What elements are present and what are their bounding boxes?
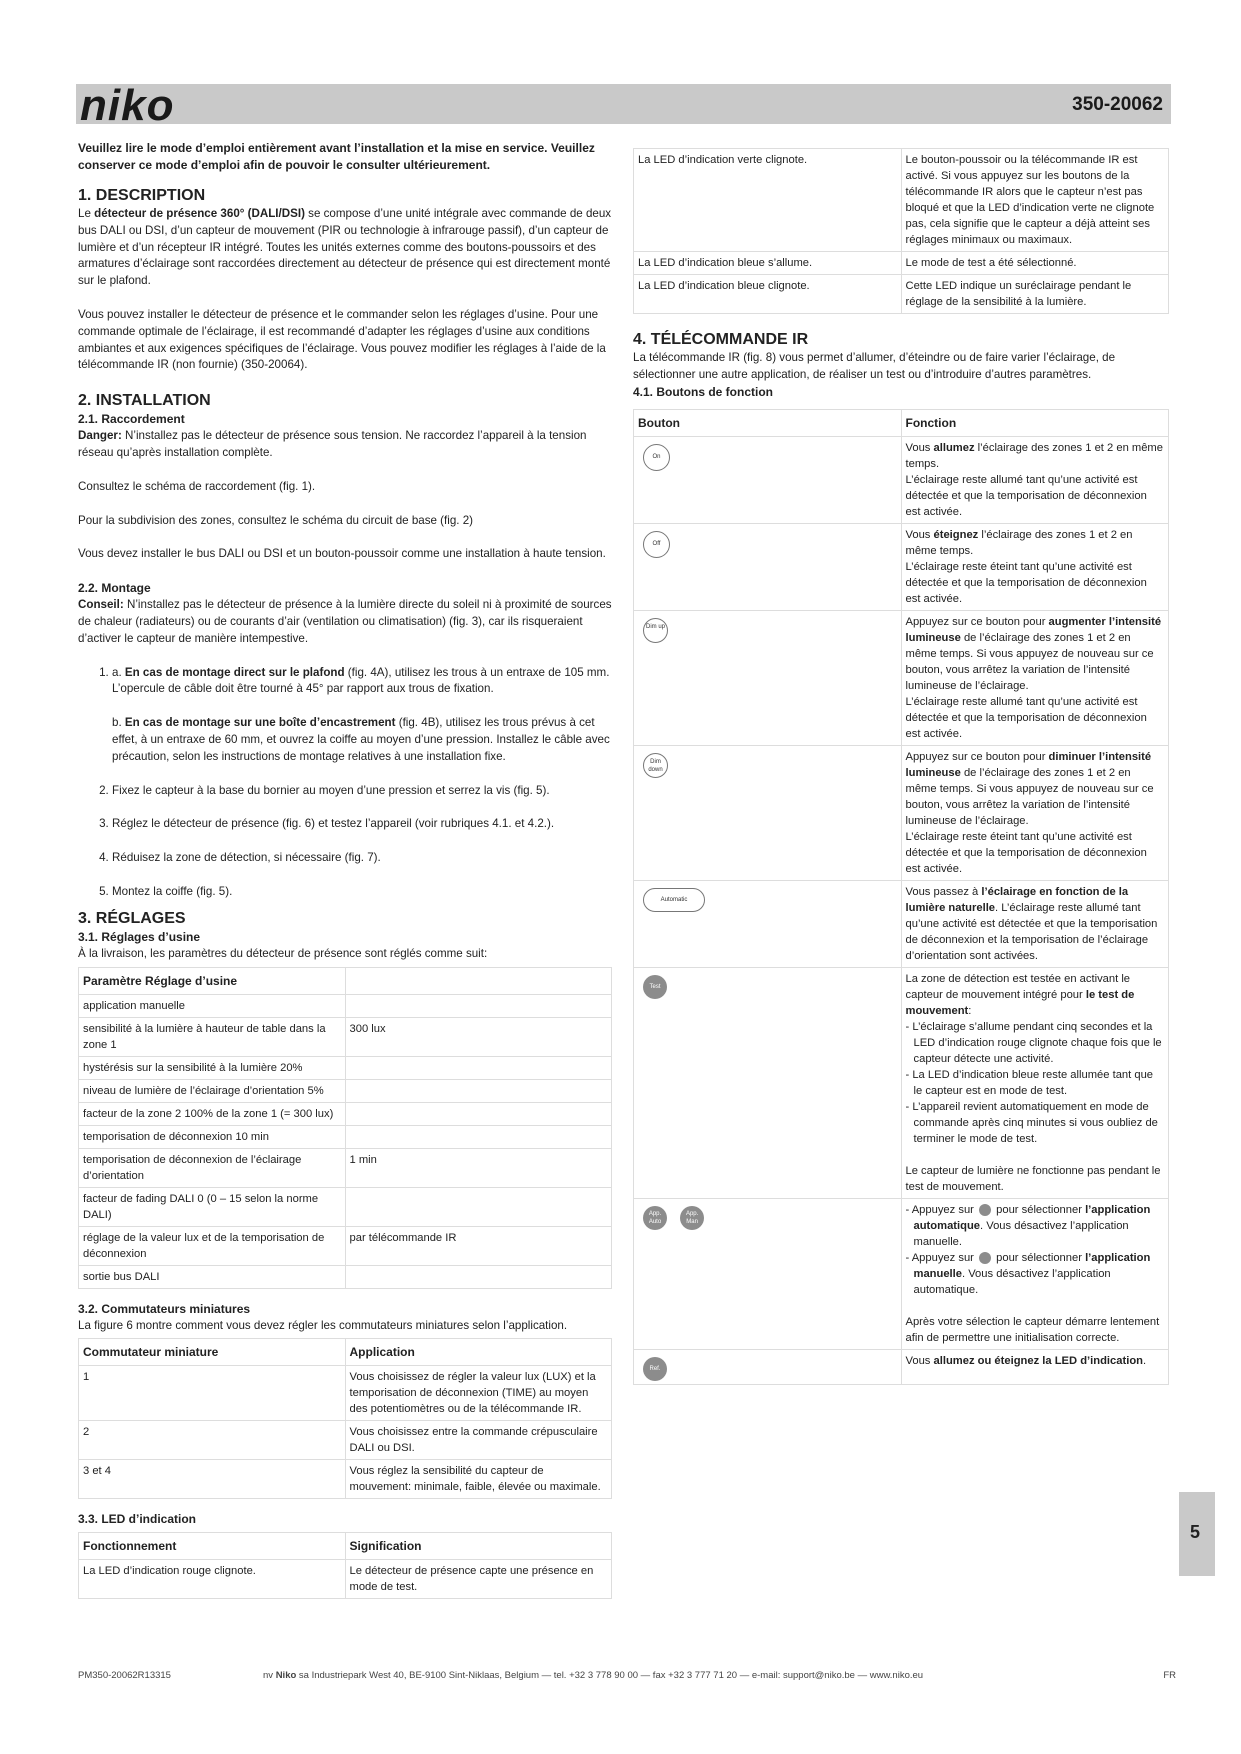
table-cell	[345, 1102, 612, 1125]
table-cell: sensibilité à la lumière à hauteur de table dans la zone 1	[79, 1017, 346, 1056]
table-cell: temporisation de déconnexion de l’éclairage d’orientation	[79, 1148, 346, 1187]
dim-up-button-icon: Dim up	[643, 618, 668, 643]
subsection-commutateurs: 3.2. Commutateurs miniatures	[78, 1301, 251, 1316]
table-row: Ref. Vous allumez ou éteignez la LED d’indication.	[634, 1349, 1169, 1384]
step-3: 3. Réglez le détecteur de présence (fig. 6) et testez l’appareil (voir rubriques 4.1. et 4.2.).	[112, 816, 612, 833]
led-header-1: Fonctionnement	[79, 1533, 346, 1560]
test-button-icon: Test	[643, 975, 667, 999]
step-1	[112, 665, 612, 699]
table-cell	[345, 1056, 612, 1079]
subsection-boutons: 4.1. Boutons de fonction	[633, 384, 773, 399]
buttons-header-1: Bouton	[634, 409, 902, 436]
subsection-montage: 2.2. Montage	[78, 581, 151, 596]
table-row	[634, 149, 1169, 252]
table-cell: 1 min	[345, 1148, 612, 1187]
table-cell: Vous réglez la sensibilité du capteur de mouvement: minimale, faible, élevée ou maximale.	[345, 1460, 612, 1499]
conseil-note: Conseil: N’installez pas le détecteur de présence à la lumière directe du soleil ni à proximité de sources de chaleur (radiateurs) ou de courants d’air (ventilation ou climatisation) (fig. 3), car ils risqueraient d’activer le capteur de manière intempestive.	[78, 598, 612, 645]
commutateurs-intro: La figure 6 montre comment vous devez régler les commutateurs miniatures selon l’application.	[78, 1318, 568, 1332]
niko-logo: niko	[80, 81, 175, 130]
ref-button-icon: Ref.	[643, 1357, 667, 1381]
table-cell: niveau de lumière de l’éclairage d’orientation 5%	[79, 1079, 346, 1102]
on-button-icon: On	[643, 444, 670, 471]
table-cell: Vous choisissez de régler la valeur lux (LUX) et la temporisation de déconnexion (TIME) au moyen des potentiomètres ou de la télécommande IR.	[345, 1366, 612, 1421]
table-row: On Vous allumez l’éclairage des zones 1 et 2 en même temps. L’éclairage reste allumé tant qu’une activité est détectée et que la temporisation de déconnexion est activée.	[634, 436, 1169, 523]
factory-header: Paramètre Réglage d’usine	[79, 967, 346, 994]
app-steps: - Appuyez sur pour sélectionner l’application automatique. Vous désactivez l’application manuelle. - Appuyez sur pour sélectionner l’application manuelle. Vous désactivez l’application automatique.	[905, 1203, 1151, 1296]
mounting-steps-continued	[78, 783, 612, 901]
section-telecommande-title: 4. TÉLÉCOMMANDE IR	[633, 331, 809, 348]
document-number: 350-20062	[1072, 94, 1163, 115]
table-cell: réglage de la valeur lux et de la temporisation de déconnexion	[79, 1226, 346, 1265]
bus-paragraph: Vous devez installer le bus DALI ou DSI et un bouton-poussoir comme une installation à haute tension.	[78, 547, 606, 561]
table-row	[79, 1265, 612, 1288]
footer-address: nv Niko sa Industriepark West 40, BE-9100 Sint-Niklaas, Belgium — tel. +32 3 778 90 00 — fax +32 3 777 71 20 — e-mail: support@niko.be — www.niko.eu	[263, 1670, 924, 1681]
app-man-button-icon: App. Man	[680, 1206, 704, 1230]
table-cell: temporisation de déconnexion 10 min	[79, 1125, 346, 1148]
automatic-button-icon: Automatic	[643, 888, 705, 912]
table-cell: 300 lux	[345, 1017, 612, 1056]
buttons-header-2: Fonction	[901, 409, 1169, 436]
table-cell: 3 et 4	[79, 1460, 346, 1499]
reglages-intro: À la livraison, les paramètres du détecteur de présence sont réglés comme suit:	[78, 946, 488, 960]
table-cell: facteur de la zone 2 100% de la zone 1 (= 300 lux)	[79, 1102, 346, 1125]
table-row	[79, 1056, 612, 1079]
table-cell: par télécommande IR	[345, 1226, 612, 1265]
table-cell: Le détecteur de présence capte une présence en mode de test.	[345, 1560, 612, 1599]
header-bar	[76, 81, 1171, 130]
description-paragraph-2: Vous pouvez installer le détecteur de présence et le commander selon les réglages d’usine. Pour une commande optimale de l’éclairage, il est recommandé d’adapter les réglages d’usine aux conditions ambiantes et aux exigences spécifiques de l’éclairage. Vous pouvez modifier les réglages à l’aide de la télécommande IR (non fournie) (350-20064).	[78, 307, 606, 372]
led-table-continued	[633, 148, 1169, 314]
table-row	[79, 1226, 612, 1265]
switch-header-2: Application	[345, 1339, 612, 1366]
table-row	[79, 1079, 612, 1102]
step-1a: 1. a. En cas de montage direct sur le plafond (fig. 4A), utilisez les trous à un entraxe de 105 mm. L’opercule de câble doit être tourné à 45° par rapport aux trous de fixation.	[112, 665, 610, 696]
page-number-tab	[1179, 1492, 1215, 1576]
table-row	[79, 1460, 612, 1499]
table-cell: hystérésis sur la sensibilité à la lumière 20%	[79, 1056, 346, 1079]
left-column	[78, 140, 612, 1611]
table-row: App. Auto App. Man - Appuyez sur pour sélectionner l’application automatique. Vous désactivez l’application manuelle. - Appuyez sur pour sélectionner l’application manuelle. Vous désactivez l’application automatique. Après votre sélection le capteur démarre lentement afin de permettre une initialisation correcte.	[634, 1198, 1169, 1349]
table-row	[79, 994, 612, 1017]
subsection-raccordement: 2.1. Raccordement	[78, 412, 185, 427]
table-cell: La LED d’indication verte clignote.	[634, 149, 902, 252]
table-row: Test La zone de détection est testée en activant le capteur de mouvement intégré pour le test de mouvement: - L’éclairage s’allume pendant cinq secondes et la LED d’indication rouge clignote chaque fois que le capteur détecte une activité. - La LED d’indication bleue reste allumée tant que le capteur est en mode de test. - L’appareil revient automatiquement en mode de commande après cinq minutes si vous oubliez de terminer le mode de test. Le capteur de lumière ne fonctionne pas pendant le test de mouvement.	[634, 967, 1169, 1198]
section-description-title: 1. DESCRIPTION	[78, 187, 206, 204]
section-installation-title: 2. INSTALLATION	[78, 392, 211, 410]
table-row	[79, 1187, 612, 1226]
table-cell: La LED d’indication bleue clignote.	[634, 275, 902, 314]
table-cell: La LED d’indication rouge clignote.	[79, 1560, 346, 1599]
table-cell	[345, 994, 612, 1017]
table-cell: 2	[79, 1421, 346, 1460]
step-2: 2. Fixez le capteur à la base du bornier au moyen d’une pression et serrez la vis (fig. 5).	[112, 783, 612, 800]
table-cell: Le mode de test a été sélectionné.	[901, 252, 1169, 275]
table-row	[79, 1421, 612, 1460]
mounting-steps	[78, 665, 612, 699]
table-cell	[345, 1079, 612, 1102]
led-header-2: Signification	[345, 1533, 612, 1560]
app-auto-button-icon: App. Auto	[643, 1206, 667, 1230]
danger-note: Danger: N’installez pas le détecteur de présence sous tension. Ne raccordez l’appareil à la tension réseau qu’après installation complète.	[78, 429, 587, 459]
step-1b: b. En cas de montage sur une boîte d’encastrement (fig. 4B), utilisez les trous prévus à cet effet, à un entraxe de 60 mm, et ouvrez la coiffe au moyen d’une pression. Installez le câble avec précaution, selon les instructions de montage relatives à une installation fixe.	[112, 716, 610, 763]
footer-reference: PM350-20062R13315	[78, 1670, 171, 1681]
telecommande-intro: La télécommande IR (fig. 8) vous permet d’allumer, d’éteindre ou de faire varier l’éclairage, de sélectionner une autre application, de réaliser un test ou d’introduire d’autres paramètres.	[633, 351, 1116, 381]
table-row	[634, 275, 1169, 314]
table-cell: application manuelle	[79, 994, 346, 1017]
table-cell	[345, 1265, 612, 1288]
table-row	[79, 1102, 612, 1125]
subsection-reglages-usine: 3.1. Réglages d’usine	[78, 929, 201, 944]
switch-table	[78, 1338, 612, 1499]
section-reglages-title: 3. RÉGLAGES	[78, 909, 186, 927]
intro-text: Veuillez lire le mode d’emploi entièrement avant l’installation et la mise en service. Veuillez conserver ce mode d’emploi afin de pouvoir le consulter ultérieurement.	[78, 141, 595, 172]
table-cell: Le bouton-poussoir ou la télécommande IR est activé. Si vous appuyez sur les boutons de la télécommande IR alors que le capteur n’est pas bloqué et que la LED d’indication verte ne clignote pas, cela signifie que le capteur a déjà atteint ses réglages minimaux ou maximaux.	[901, 149, 1169, 252]
table-cell: Vous choisissez entre la commande crépusculaire DALI ou DSI.	[345, 1421, 612, 1460]
led-table	[78, 1532, 612, 1599]
app-man-mini-icon	[979, 1252, 991, 1264]
table-row	[79, 1366, 612, 1421]
step-4: 4. Réduisez la zone de détection, si nécessaire (fig. 7).	[112, 850, 612, 867]
table-row	[79, 1017, 612, 1056]
table-cell: sortie bus DALI	[79, 1265, 346, 1288]
table-cell	[345, 1187, 612, 1226]
description-paragraph-1: Le détecteur de présence 360° (DALI/DSI) se compose d’une unité intégrale avec commande de deux bus DALI ou DSI, d’un capteur de mouvement (PIR ou technologie à infrarouge passif), d’un capteur de lumière et d’un récepteur IR intégré. Toutes les unités externes comme des boutons-poussoirs et des armatures d’éclairage sont raccordées directement au détecteur de présence qui est directement monté sur le plafond.	[78, 207, 612, 288]
table-row: Automatic Vous passez à l’éclairage en fonction de la lumière naturelle. L’éclairage reste allumé tant qu’une activité est détectée et que la temporisation de déconnexion et la temporisation de l’éclairage d’orientation sont activées.	[634, 880, 1169, 967]
schema-paragraph: Consultez le schéma de raccordement (fig. 1).	[78, 479, 316, 493]
subsection-led: 3.3. LED d’indication	[78, 1512, 197, 1527]
right-column	[633, 140, 1169, 1397]
step-5: 5. Montez la coiffe (fig. 5).	[112, 884, 612, 901]
footer-language: FR	[1163, 1670, 1176, 1681]
function-buttons-table	[633, 409, 1169, 1385]
table-row	[79, 1125, 612, 1148]
app-auto-mini-icon	[979, 1204, 991, 1216]
page-number: 5	[1190, 1522, 1201, 1542]
table-row	[634, 252, 1169, 275]
table-row	[79, 1560, 612, 1599]
table-cell: Cette LED indique un suréclairage pendant le réglage de la sensibilité à la lumière.	[901, 275, 1169, 314]
table-row: Off Vous éteignez l’éclairage des zones 1 et 2 en même temps. L’éclairage reste éteint tant qu’une activité est détectée et que la temporisation de déconnexion est activée.	[634, 523, 1169, 610]
switch-header-1: Commutateur miniature	[79, 1339, 346, 1366]
dim-down-button-icon: Dim down	[643, 753, 668, 778]
table-cell: 1	[79, 1366, 346, 1421]
test-steps: - L’éclairage s’allume pendant cinq secondes et la LED d’indication rouge clignote chaque fois que le capteur détecte une activité. - La LED d’indication bleue reste allumée tant que le capteur est en mode de test. - L’appareil revient automatiquement en mode de commande après cinq minutes si vous oubliez de terminer le mode de test.	[905, 1020, 1162, 1145]
zones-paragraph: Pour la subdivision des zones, consultez le schéma du circuit de base (fig. 2)	[78, 513, 474, 527]
table-row: Dim down Appuyez sur ce bouton pour diminuer l’intensité lumineuse de l’éclairage des zones 1 et 2 en même temps. Si vous appuyez de nouveau sur ce bouton, vous arrêtez la variation de l’intensité lumineuse de l’éclairage. L’éclairage reste éteint tant qu’une activité est détectée et que la temporisation de déconnexion est activée.	[634, 745, 1169, 880]
factory-settings-table	[78, 967, 612, 1289]
table-row: Dim up Appuyez sur ce bouton pour augmenter l’intensité lumineuse de l’éclairage des zones 1 et 2 en même temps. Si vous appuyez de nouveau sur ce bouton, vous arrêtez la variation de l’intensité lumineuse de l’éclairage. L’éclairage reste allumé tant qu’une activité est détectée et que la temporisation de déconnexion est activée.	[634, 610, 1169, 745]
off-button-icon: Off	[643, 531, 670, 558]
table-cell	[345, 1125, 612, 1148]
table-cell: La LED d’indication bleue s’allume.	[634, 252, 902, 275]
table-cell: facteur de fading DALI 0 (0 – 15 selon la norme DALI)	[79, 1187, 346, 1226]
table-row	[79, 1148, 612, 1187]
